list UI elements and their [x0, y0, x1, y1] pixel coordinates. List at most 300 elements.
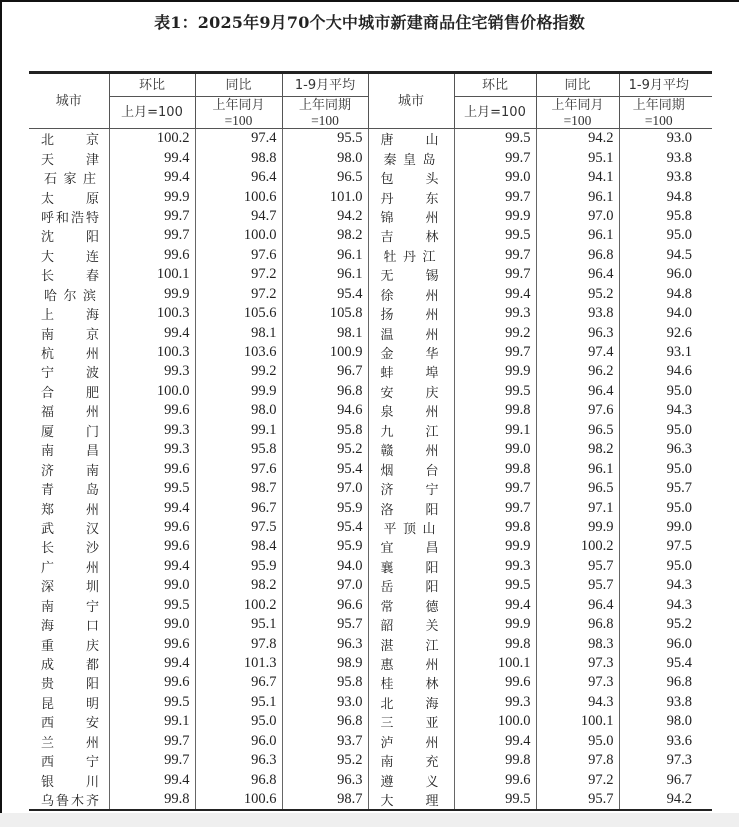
- city-name: [368, 596, 454, 615]
- city-name-text: 牡 丹 江: [383, 249, 436, 265]
- index-yoy: 99.9: [536, 518, 619, 537]
- city-name: [368, 246, 454, 265]
- table-row: [29, 401, 712, 420]
- header-yoy-base-line1: 上年同月: [212, 97, 265, 113]
- index-yoy: 100.6: [195, 790, 282, 810]
- index-ytd: 101.0: [282, 187, 368, 206]
- city-name: [368, 401, 454, 420]
- index-mom: 99.7: [454, 479, 536, 498]
- index-mom: 99.5: [454, 129, 536, 149]
- city-name: [29, 168, 109, 187]
- city-name: [29, 148, 109, 167]
- city-name: [368, 557, 454, 576]
- index-yoy: 96.8: [195, 770, 282, 789]
- index-mom: 99.7: [109, 226, 195, 245]
- header-mom-left: 环比: [109, 73, 195, 97]
- table-row: [29, 751, 712, 770]
- city-name-text: 无 锡: [380, 269, 439, 285]
- city-name: [29, 187, 109, 206]
- table-header: [29, 73, 712, 129]
- city-name: [368, 790, 454, 810]
- index-ytd: 95.9: [282, 498, 368, 517]
- city-name: [368, 751, 454, 770]
- index-yoy: 97.0: [536, 207, 619, 226]
- table-body: [29, 129, 712, 811]
- header-ytd-right: 1-9月平均: [619, 73, 712, 97]
- index-ytd: 95.7: [282, 615, 368, 634]
- index-ytd: 94.0: [619, 304, 712, 323]
- city-name: [29, 537, 109, 556]
- index-mom: 100.1: [454, 654, 536, 673]
- index-ytd: 94.5: [619, 246, 712, 265]
- window-frame-top: [0, 0, 739, 2]
- city-name-text: 济 宁: [380, 483, 439, 499]
- header-yoy-base-line1: 上年同月: [551, 97, 604, 113]
- index-yoy: 95.1: [536, 148, 619, 167]
- index-ytd: 98.0: [282, 148, 368, 167]
- index-mom: 99.1: [109, 712, 195, 731]
- index-mom: 99.0: [454, 168, 536, 187]
- city-name-text: 秦 皇 岛: [383, 152, 436, 168]
- city-name-text: 桂 林: [380, 677, 439, 693]
- city-name-text: 西 宁: [41, 755, 99, 771]
- index-ytd: 98.2: [282, 226, 368, 245]
- index-mom: 99.4: [454, 596, 536, 615]
- city-name: [368, 518, 454, 537]
- index-yoy: 99.1: [195, 421, 282, 440]
- index-yoy: 95.7: [536, 790, 619, 810]
- table-title: 表1：2025年9月70个大中城市新建商品住宅销售价格指数: [154, 13, 585, 32]
- index-ytd: 93.7: [282, 732, 368, 751]
- index-yoy: 98.2: [195, 576, 282, 595]
- index-ytd: 96.3: [619, 440, 712, 459]
- header-city-left: 城市: [29, 73, 109, 129]
- city-name-text: 石 家 庄: [44, 172, 96, 188]
- table-row: [29, 732, 712, 751]
- index-yoy: 100.1: [536, 712, 619, 731]
- city-name-text: 大 连: [41, 249, 99, 265]
- index-yoy: 96.5: [536, 421, 619, 440]
- index-ytd: 95.4: [282, 459, 368, 478]
- city-name-text: 包 头: [380, 172, 439, 188]
- index-yoy: 94.7: [195, 207, 282, 226]
- index-yoy: 97.6: [536, 401, 619, 420]
- table-row: [29, 246, 712, 265]
- city-name-text: 湛 江: [380, 638, 439, 654]
- index-yoy: 98.7: [195, 479, 282, 498]
- city-name-text: 扬 州: [380, 308, 439, 324]
- index-yoy: 96.0: [195, 732, 282, 751]
- index-yoy: 95.7: [536, 576, 619, 595]
- city-name-text: 郑 州: [41, 502, 99, 518]
- table-row: [29, 168, 712, 187]
- index-ytd: 94.3: [619, 576, 712, 595]
- city-name: [368, 634, 454, 653]
- index-yoy: 95.8: [195, 440, 282, 459]
- city-name: [368, 479, 454, 498]
- index-mom: 100.3: [109, 343, 195, 362]
- city-name: [368, 732, 454, 751]
- city-name: [29, 518, 109, 537]
- index-ytd: 96.5: [282, 168, 368, 187]
- index-mom: 99.3: [109, 440, 195, 459]
- city-name: [368, 537, 454, 556]
- city-name-text: 赣 州: [380, 444, 439, 460]
- header-yoy-base-line2: =100: [224, 112, 253, 128]
- city-name: [368, 654, 454, 673]
- index-yoy: 97.4: [195, 129, 282, 149]
- table-row: [29, 576, 712, 595]
- city-name-text: 襄 阳: [380, 560, 439, 576]
- table-row: [29, 596, 712, 615]
- city-name-text: 宁 波: [41, 366, 99, 382]
- city-name: [29, 129, 109, 149]
- city-name-text: 上 海: [41, 308, 99, 324]
- index-yoy: 105.6: [195, 304, 282, 323]
- city-name: [29, 693, 109, 712]
- index-mom: 99.8: [454, 459, 536, 478]
- index-yoy: 98.4: [195, 537, 282, 556]
- index-ytd: 95.0: [619, 382, 712, 401]
- index-yoy: 99.9: [195, 382, 282, 401]
- city-name: [368, 187, 454, 206]
- header-ytd-base-left: [282, 97, 368, 129]
- index-yoy: 97.6: [195, 246, 282, 265]
- table-row: [29, 790, 712, 810]
- index-mom: 99.8: [454, 751, 536, 770]
- index-mom: 99.0: [109, 576, 195, 595]
- index-ytd: 95.4: [282, 518, 368, 537]
- index-mom: 100.1: [109, 265, 195, 284]
- table-row: [29, 343, 712, 362]
- city-name: [368, 362, 454, 381]
- price-index-table: [29, 71, 712, 811]
- header-mom-base-left: 上月=100: [109, 97, 195, 129]
- city-name: [368, 615, 454, 634]
- city-name-text: 蚌 埠: [380, 366, 439, 382]
- city-name-text: 沈 阳: [41, 230, 99, 246]
- index-yoy: 96.3: [536, 323, 619, 342]
- city-name: [29, 265, 109, 284]
- city-name: [368, 304, 454, 323]
- index-ytd: 96.3: [282, 770, 368, 789]
- index-yoy: 96.3: [195, 751, 282, 770]
- index-mom: 100.3: [109, 304, 195, 323]
- index-mom: 99.7: [454, 246, 536, 265]
- index-yoy: 95.2: [536, 285, 619, 304]
- index-yoy: 95.1: [195, 693, 282, 712]
- index-mom: 99.8: [109, 790, 195, 810]
- table-row: [29, 693, 712, 712]
- city-name-text: 丹 东: [380, 191, 439, 207]
- index-yoy: 97.2: [195, 265, 282, 284]
- city-name-text: 南 充: [380, 755, 439, 771]
- index-yoy: 101.3: [195, 654, 282, 673]
- city-name-text: 岳 阳: [380, 580, 439, 596]
- index-mom: 99.9: [454, 207, 536, 226]
- index-ytd: 96.8: [282, 382, 368, 401]
- city-name: [29, 304, 109, 323]
- table-row: [29, 479, 712, 498]
- index-ytd: 98.0: [619, 712, 712, 731]
- city-name: [368, 129, 454, 149]
- city-name-text: 济 南: [41, 463, 99, 479]
- index-mom: 99.4: [454, 285, 536, 304]
- index-yoy: 97.2: [536, 770, 619, 789]
- table-row: [29, 615, 712, 634]
- city-name-text: 贵 阳: [41, 677, 99, 693]
- index-ytd: 97.0: [282, 576, 368, 595]
- index-mom: 99.5: [454, 790, 536, 810]
- index-yoy: 98.8: [195, 148, 282, 167]
- city-name: [29, 382, 109, 401]
- index-yoy: 94.1: [536, 168, 619, 187]
- index-ytd: 95.0: [619, 421, 712, 440]
- city-name: [368, 693, 454, 712]
- index-ytd: 95.4: [282, 285, 368, 304]
- table-row: [29, 770, 712, 789]
- table-row: [29, 382, 712, 401]
- table-row: [29, 207, 712, 226]
- city-name: [368, 712, 454, 731]
- index-mom: 99.4: [109, 148, 195, 167]
- window-frame-left: [0, 0, 2, 827]
- index-yoy: 94.2: [536, 129, 619, 149]
- city-name-text: 洛 阳: [380, 502, 439, 518]
- city-name-text: 唐 山: [380, 133, 439, 149]
- index-ytd: 100.9: [282, 343, 368, 362]
- index-yoy: 100.2: [536, 537, 619, 556]
- index-mom: 99.0: [454, 440, 536, 459]
- city-name: [368, 226, 454, 245]
- index-ytd: 95.8: [619, 207, 712, 226]
- index-yoy: 97.6: [195, 459, 282, 478]
- index-mom: 99.1: [454, 421, 536, 440]
- index-mom: 99.7: [454, 187, 536, 206]
- index-ytd: 95.7: [619, 479, 712, 498]
- index-mom: 100.2: [109, 129, 195, 149]
- table-row: [29, 498, 712, 517]
- city-name-text: 北 京: [41, 133, 99, 149]
- index-ytd: 94.3: [619, 596, 712, 615]
- index-mom: 99.7: [109, 207, 195, 226]
- index-mom: 99.6: [109, 518, 195, 537]
- index-ytd: 95.0: [619, 498, 712, 517]
- city-name: [29, 751, 109, 770]
- city-name-text: 太 原: [41, 191, 99, 207]
- city-name: [29, 323, 109, 342]
- table-row: [29, 304, 712, 323]
- city-name-text: 南 京: [41, 327, 99, 343]
- city-name-text: 福 州: [41, 405, 99, 421]
- index-ytd: 95.9: [282, 537, 368, 556]
- city-name-text: 大 理: [380, 794, 439, 810]
- city-name-text: 温 州: [380, 327, 439, 343]
- index-ytd: 93.6: [619, 732, 712, 751]
- table-row: [29, 421, 712, 440]
- index-ytd: 94.2: [282, 207, 368, 226]
- index-mom: 99.5: [454, 576, 536, 595]
- city-name-text: 乌 鲁 木 齐: [41, 794, 99, 810]
- index-mom: 99.6: [454, 673, 536, 692]
- index-mom: 99.4: [454, 732, 536, 751]
- city-name-text: 韶 关: [380, 619, 439, 635]
- index-mom: 99.5: [109, 479, 195, 498]
- city-name-text: 深 圳: [41, 580, 99, 596]
- index-ytd: 93.0: [282, 693, 368, 712]
- index-ytd: 97.0: [282, 479, 368, 498]
- city-name-text: 天 津: [41, 152, 99, 168]
- index-mom: 99.8: [454, 634, 536, 653]
- index-yoy: 94.3: [536, 693, 619, 712]
- index-mom: 99.4: [109, 557, 195, 576]
- index-mom: 99.9: [454, 362, 536, 381]
- index-mom: 99.4: [109, 168, 195, 187]
- index-ytd: 95.0: [619, 459, 712, 478]
- index-mom: 99.7: [454, 265, 536, 284]
- index-yoy: 95.7: [536, 557, 619, 576]
- header-ytd-base-line1: 上年同期: [632, 97, 685, 113]
- index-mom: 99.6: [454, 770, 536, 789]
- city-name: [29, 770, 109, 789]
- index-mom: 99.6: [109, 246, 195, 265]
- index-yoy: 96.5: [536, 479, 619, 498]
- city-name: [29, 673, 109, 692]
- index-yoy: 97.3: [536, 654, 619, 673]
- city-name: [29, 401, 109, 420]
- index-mom: 99.2: [454, 323, 536, 342]
- city-name-text: 平 顶 山: [383, 521, 436, 537]
- table-row: [29, 459, 712, 478]
- index-yoy: 93.8: [536, 304, 619, 323]
- index-yoy: 97.4: [536, 343, 619, 362]
- index-yoy: 97.8: [195, 634, 282, 653]
- index-mom: 99.6: [109, 634, 195, 653]
- index-mom: 99.7: [454, 343, 536, 362]
- index-ytd: 92.6: [619, 323, 712, 342]
- index-ytd: 94.6: [619, 362, 712, 381]
- table-row: [29, 537, 712, 556]
- index-yoy: 98.3: [536, 634, 619, 653]
- index-ytd: 98.9: [282, 654, 368, 673]
- city-name-text: 金 华: [380, 347, 439, 363]
- index-ytd: 93.8: [619, 168, 712, 187]
- city-name: [29, 479, 109, 498]
- header-mom-right: 环比: [454, 73, 536, 97]
- city-name: [368, 382, 454, 401]
- index-ytd: 95.5: [282, 129, 368, 149]
- city-name: [368, 498, 454, 517]
- index-ytd: 94.8: [619, 285, 712, 304]
- index-mom: 99.4: [109, 654, 195, 673]
- city-name-text: 徐 州: [380, 288, 439, 304]
- index-yoy: 95.0: [195, 712, 282, 731]
- index-ytd: 95.2: [282, 751, 368, 770]
- index-mom: 99.5: [109, 693, 195, 712]
- header-ytd-base-line2: =100: [644, 112, 673, 128]
- index-yoy: 100.2: [195, 596, 282, 615]
- index-ytd: 95.4: [619, 654, 712, 673]
- city-name: [29, 557, 109, 576]
- index-mom: 100.0: [109, 382, 195, 401]
- index-yoy: 96.7: [195, 498, 282, 517]
- city-name-text: 长 沙: [41, 541, 99, 557]
- city-name: [368, 148, 454, 167]
- city-name-text: 昆 明: [41, 696, 99, 712]
- city-name: [368, 285, 454, 304]
- index-ytd: 93.1: [619, 343, 712, 362]
- index-ytd: 93.0: [619, 129, 712, 149]
- header-yoy-right: 同比: [536, 73, 619, 97]
- index-mom: 99.5: [454, 382, 536, 401]
- table-row: [29, 129, 712, 149]
- index-ytd: 93.8: [619, 148, 712, 167]
- index-mom: 99.7: [454, 498, 536, 517]
- city-name: [368, 265, 454, 284]
- index-ytd: 96.6: [282, 596, 368, 615]
- city-name: [368, 168, 454, 187]
- index-mom: 99.5: [109, 596, 195, 615]
- table-row: [29, 265, 712, 284]
- header-city-right: 城市: [368, 73, 454, 129]
- header-ytd-base-line2: =100: [311, 112, 339, 128]
- city-name-text: 南 昌: [41, 444, 99, 460]
- index-yoy: 95.9: [195, 557, 282, 576]
- city-name: [29, 790, 109, 810]
- index-ytd: 98.1: [282, 323, 368, 342]
- city-name-text: 厦 门: [41, 424, 99, 440]
- city-name: [29, 732, 109, 751]
- index-mom: 99.9: [454, 615, 536, 634]
- header-yoy-base-left: [195, 97, 282, 129]
- city-name-text: 常 德: [380, 599, 439, 615]
- index-yoy: 96.2: [536, 362, 619, 381]
- city-name: [29, 226, 109, 245]
- index-mom: 99.8: [454, 401, 536, 420]
- index-yoy: 96.4: [536, 265, 619, 284]
- index-mom: 99.6: [109, 673, 195, 692]
- city-name-text: 银 川: [41, 774, 99, 790]
- index-yoy: 95.0: [536, 732, 619, 751]
- city-name: [29, 440, 109, 459]
- index-ytd: 98.7: [282, 790, 368, 810]
- index-mom: 99.3: [454, 693, 536, 712]
- city-name: [368, 323, 454, 342]
- city-name: [368, 421, 454, 440]
- table-row: [29, 673, 712, 692]
- index-yoy: 96.8: [536, 246, 619, 265]
- city-name-text: 青 岛: [41, 483, 99, 499]
- index-ytd: 96.1: [282, 265, 368, 284]
- index-yoy: 96.8: [536, 615, 619, 634]
- city-name: [29, 285, 109, 304]
- city-name: [29, 207, 109, 226]
- table-row: [29, 323, 712, 342]
- city-name-text: 锦 州: [380, 210, 439, 226]
- city-name: [368, 770, 454, 789]
- city-name-text: 遵 义: [380, 774, 439, 790]
- index-mom: 99.4: [109, 323, 195, 342]
- index-yoy: 95.1: [195, 615, 282, 634]
- index-yoy: 98.1: [195, 323, 282, 342]
- index-mom: 99.9: [454, 537, 536, 556]
- index-yoy: 97.8: [536, 751, 619, 770]
- city-name-text: 杭 州: [41, 347, 99, 363]
- index-mom: 99.7: [454, 148, 536, 167]
- table-row: [29, 187, 712, 206]
- index-yoy: 99.2: [195, 362, 282, 381]
- city-name: [368, 207, 454, 226]
